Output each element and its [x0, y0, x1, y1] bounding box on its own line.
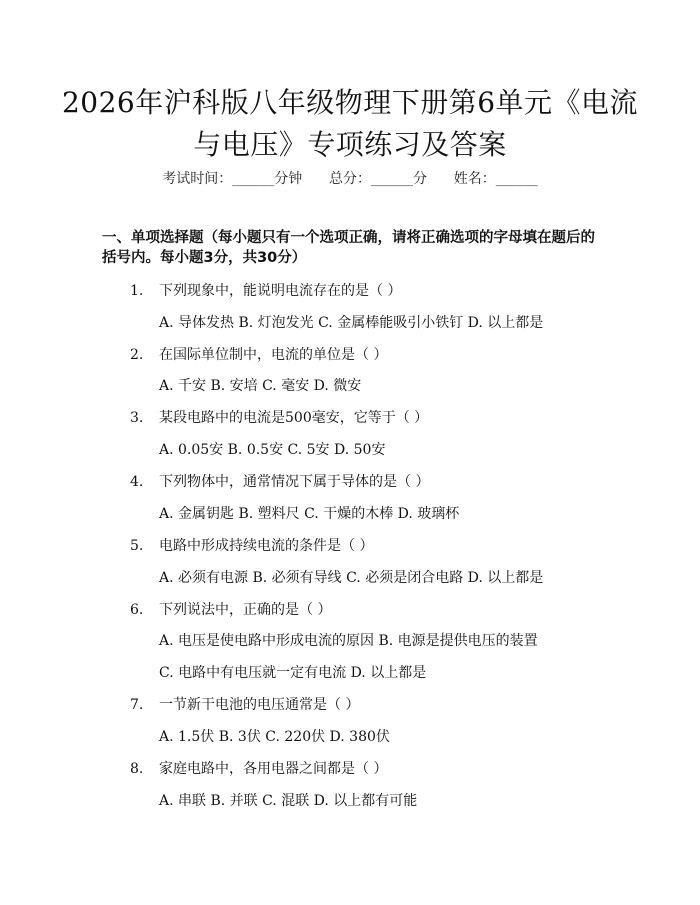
question-options: A. 必须有电源 B. 必须有导线 C. 必须是闭合电路 D. 以上都是: [159, 570, 544, 586]
question-text: 家庭电路中，各用电器之间都是（ ）: [159, 761, 388, 777]
question-number: 4.: [130, 474, 144, 490]
question-options: A. 金属钥匙 B. 塑料尺 C. 干燥的木棒 D. 玻璃杯: [159, 506, 460, 522]
question-number: 3.: [130, 410, 144, 426]
question-text: 在国际单位制中，电流的单位是（ ）: [159, 347, 388, 363]
question-options: A. 串联 B. 并联 C. 混联 D. 以上都有可能: [159, 793, 418, 809]
question-number: 6.: [130, 602, 144, 618]
question-text: 电路中形成持续电流的条件是（ ）: [159, 538, 374, 554]
section-heading: 一、单项选择题（每小题只有一个选项正确，请将正确选项的字母填在题后的括号内。每小题3分，共30分）: [102, 230, 595, 266]
exam-info-line: 考试时间：______分钟 总分：______分 姓名：______: [162, 171, 538, 187]
question-text: 下列现象中，能说明电流存在的是（ ）: [159, 283, 402, 299]
question-options: A. 1.5伏 B. 3伏 C. 220伏 D. 380伏: [159, 729, 390, 745]
question-number: 7.: [130, 697, 144, 713]
question-number: 2.: [130, 347, 144, 363]
question-options: A. 0.05安 B. 0.5安 C. 5安 D. 50安: [159, 442, 386, 458]
question-number: 1.: [130, 283, 144, 299]
question-options: A. 电压是使电路中形成电流的原因 B. 电源是提供电压的装置: [159, 633, 538, 649]
question-text: 一节新干电池的电压通常是（ ）: [159, 697, 360, 713]
question-text: 下列物体中，通常情况下属于导体的是（ ）: [159, 474, 430, 490]
question-options: A. 导体发热 B. 灯泡发光 C. 金属棒能吸引小铁钉 D. 以上都是: [159, 315, 544, 331]
question-options: A. 千安 B. 安培 C. 毫安 D. 微安: [159, 378, 362, 394]
question-number: 8.: [130, 761, 144, 777]
question-text: 某段电路中的电流是500毫安，它等于（ ）: [159, 410, 429, 426]
question-options: C. 电路中有电压就一定有电流 D. 以上都是: [159, 665, 427, 681]
question-text: 下列说法中，正确的是（ ）: [159, 602, 332, 618]
question-number: 5.: [130, 538, 144, 554]
document-title: 2026年沪科版八年级物理下册第6单元《电流与电压》专项练习及答案: [61, 86, 639, 161]
